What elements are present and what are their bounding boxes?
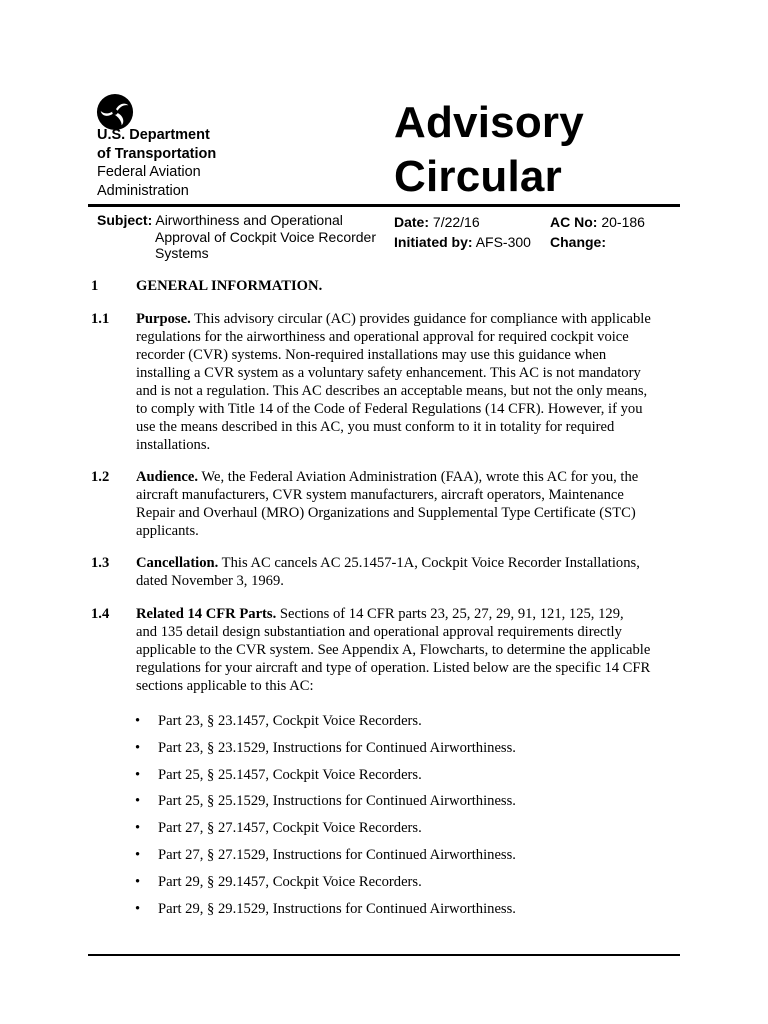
list-item-text: Part 25, § 25.1529, Instructions for Continued Airworthiness. [158,793,516,810]
list-item [131,765,671,792]
ac-no-label: AC No: [550,214,598,230]
ac-no-value: 20-186 [601,214,645,230]
list-item [131,899,671,926]
paragraph-line: sections applicable to this AC: [136,678,314,694]
footer-divider [88,954,680,956]
paragraph-line: applicable to the CVR system. See Appendix A, Flowcharts, to determine the applicable [136,642,651,658]
paragraph-heading: Purpose. [136,311,191,327]
list-item-text: Part 23, § 23.1457, Cockpit Voice Recorders. [158,713,422,729]
agency-line: Administration [97,182,189,199]
bullet-icon: • [135,820,141,837]
subject-block [97,212,387,262]
bullet-icon: • [135,846,141,863]
agency-block [97,126,216,200]
agency-line: of Transportation [97,145,217,162]
document-type-title [394,96,584,204]
list-item-text: Part 29, § 29.1457, Cockpit Voice Recorders. [158,873,422,890]
section-number: 1 [91,278,99,294]
paragraph-purpose [91,310,681,454]
initiated-value: AFS-300 [475,234,531,250]
doc-type-line: Circular [394,152,562,201]
list-item-text: Part 27, § 27.1529, Instructions for Continued Airworthiness. [158,846,516,863]
bullet-icon: • [135,739,141,756]
bullet-icon: • [135,766,141,783]
paragraph-line: We, the Federal Aviation Administration (FAA), wrote this AC for you, the [198,469,639,485]
doc-type-line: Advisory [394,98,584,147]
paragraph-heading: Audience. [136,469,199,485]
paragraph-line: This AC cancels AC 25.1457-1A, Cockpit Voice Recorder Installations, [218,555,640,571]
paragraph-line: recorder (CVR) systems. Non-required installations may use this guidance when [136,347,607,363]
paragraph-audience [91,468,681,540]
paragraph-line: Repair and Overhaul (MRO) Organizations and Supplemental Type Certificate (STC) [136,505,636,521]
date-block [394,212,544,252]
agency-line: U.S. Department [97,127,210,143]
bullet-icon: • [135,900,141,917]
list-item [131,872,671,899]
list-item-text: Part 27, § 27.1457, Cockpit Voice Recorders. [158,820,422,837]
bullet-icon: • [135,873,141,890]
paragraph-line: installations. [136,437,211,453]
paragraph-line: and 135 detail design substantiation and operational approval requirements directly [136,624,622,640]
subject-text: Approval of Cockpit Voice Recorder [155,228,376,245]
paragraph-line: Sections of 14 CFR parts 23, 25, 27, 29, 91, 121, 125, 129, [276,606,624,622]
section-title: GENERAL INFORMATION. [136,278,323,294]
bullet-icon: • [135,713,141,729]
list-item-text: Part 23, § 23.1529, Instructions for Continued Airworthiness. [158,739,516,756]
list-item [131,818,671,845]
agency-line: Federal Aviation [97,164,201,180]
date-value: 7/22/16 [432,214,480,230]
date-label: Date: [394,214,430,230]
section-heading [91,277,681,295]
paragraph-line: regulations for your aircraft and type of operation. Listed below are the specific 14 CFR [136,660,651,676]
subject-text: Airworthiness and Operational [155,212,343,228]
list-item-text: Part 25, § 25.1457, Cockpit Voice Recorders. [158,766,422,783]
bullet-icon: • [135,793,141,810]
ac-number-block [550,212,680,252]
list-item [131,738,671,765]
paragraph-line: aircraft manufacturers, CVR system manufacturers, aircraft operators, Maintenance [136,487,624,503]
paragraph-number: 1.3 [91,555,110,571]
paragraph-number: 1.1 [91,311,110,327]
paragraph-related-cfr-parts [91,605,681,695]
paragraph-heading: Cancellation. [136,555,219,571]
header-divider [88,204,680,207]
subject-label: Subject: [97,212,153,228]
paragraph-line: regulations for the airworthiness and operational approval for required cockpit voice [136,329,629,345]
paragraph-number: 1.2 [91,469,110,485]
paragraph-number: 1.4 [91,606,110,622]
paragraph-line: and is not a regulation. This AC describes an acceptable means, but not the only means, [136,383,648,399]
list-item [131,711,671,738]
paragraph-heading: Related 14 CFR Parts. [136,606,277,622]
paragraph-line: use the means described in this AC, you must conform to it in totality for required [136,419,615,435]
subject-text: Systems [155,245,209,261]
paragraph-line: installing a CVR system as a voluntary safety enhancement. This AC is not mandatory [136,365,641,381]
paragraph-line: to comply with Title 14 of the Code of Federal Regulations (14 CFR). However, if you [136,401,643,417]
paragraph-line: dated November 3, 1969. [136,573,284,589]
paragraph-cancellation [91,554,681,590]
paragraph-line: This advisory circular (AC) provides guidance for compliance with applicable [190,311,651,327]
list-item [131,791,671,818]
initiated-label: Initiated by: [394,234,473,250]
paragraph-line: applicants. [136,523,199,539]
list-item-text: Part 29, § 29.1529, Instructions for Continued Airworthiness. [158,900,516,917]
list-item [131,845,671,872]
cfr-sections-list [131,711,671,925]
change-label: Change: [550,234,606,250]
